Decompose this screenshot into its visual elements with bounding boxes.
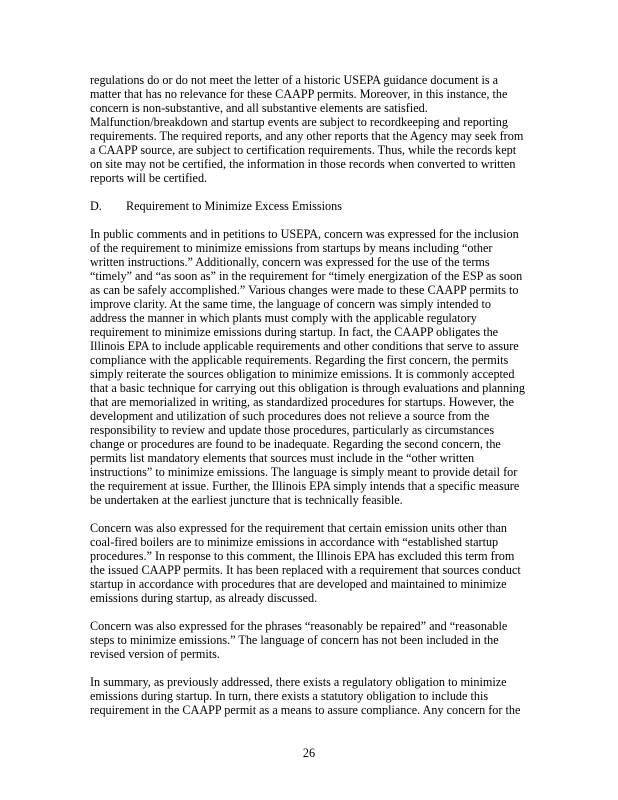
- text-line: on site may not be certified, the information in those records when converted to written: [90, 157, 516, 171]
- text-line: Concern was also expressed for the phrases “reasonably be repaired” and “reasonable: [90, 619, 508, 633]
- text-line: regulations do or do not meet the letter of a historic USEPA guidance document is a: [90, 73, 499, 87]
- text-line: emissions during startup. In turn, there exists a statutory obligation to include this: [90, 689, 489, 703]
- text-line: revised version of permits.: [90, 647, 220, 661]
- section-title: Requirement to Minimize Excess Emissions: [126, 199, 342, 213]
- text-line: emissions during startup, as already discussed.: [90, 591, 318, 605]
- text-line: steps to minimize emissions.” The language of concern has not been included in the: [90, 633, 499, 647]
- text-line: written instructions.” Additionally, concern was expressed for the use of the terms: [90, 255, 490, 269]
- text-line: In public comments and in petitions to USEPA, concern was expressed for the inclusion: [90, 227, 519, 241]
- text-line: coal-fired boilers are to minimize emissions in accordance with “established startup: [90, 535, 499, 549]
- text-line: startup in accordance with procedures that are developed and maintained to minimize: [90, 577, 507, 591]
- text-line: change or procedures are found to be inadequate. Regarding the second concern, the: [90, 437, 501, 451]
- text-line: Illinois EPA to include applicable requirements and other conditions that serve to assure: [90, 339, 519, 353]
- text-line: be undertaken at the earliest juncture that is technically feasible.: [90, 493, 403, 507]
- text-line: instructions” to minimize emissions. The language is simply meant to provide detail for: [90, 465, 518, 479]
- text-line: development and utilization of such procedures does not relieve a source from the: [90, 409, 490, 423]
- text-line: permits list mandatory elements that sources must include in the “other written: [90, 451, 475, 465]
- text-line: the issued CAAPP permits. It has been replaced with a requirement that sources conduct: [90, 563, 521, 577]
- text-line: responsibility to review and update those procedures, particularly as circumstances: [90, 423, 495, 437]
- text-line: simply reiterate the sources obligation to minimize emissions. It is commonly accepted: [90, 367, 515, 381]
- text-line: that are memorialized in writing, as standardized procedures for startups. However, the: [90, 395, 514, 409]
- text-line: requirements. The required reports, and any other reports that the Agency may seek from: [90, 129, 524, 143]
- section-letter: D.: [90, 199, 102, 213]
- text-line: a CAAPP source, are subject to certification requirements. Thus, while the records kept: [90, 143, 517, 157]
- text-line: procedures.” In response to this comment, the Illinois EPA has excluded this term from: [90, 549, 515, 563]
- text-line: improve clarity. At the same time, the language of concern was simply intended to: [90, 297, 491, 311]
- text-line: concern is non-substantive, and all substantive elements are satisfied.: [90, 101, 428, 115]
- text-line: Malfunction/breakdown and startup events are subject to recordkeeping and reporting: [90, 115, 508, 129]
- text-line: compliance with the applicable requirements. Regarding the first concern, the permits: [90, 353, 509, 367]
- text-line: In summary, as previously addressed, there exists a regulatory obligation to minimize: [90, 675, 507, 689]
- text-line: address the manner in which plants must comply with the applicable regulatory: [90, 311, 477, 325]
- page-number: 26: [302, 746, 316, 760]
- text-line: Concern was also expressed for the requirement that certain emission units other than: [90, 521, 507, 535]
- text-line: reports will be certified.: [90, 171, 208, 185]
- text-line: of the requirement to minimize emissions from startups by means including “other: [90, 241, 493, 255]
- text-line: “timely” and “as soon as” in the requirement for “timely energization of the ESP as soon: [90, 269, 523, 283]
- text-line: matter that has no relevance for these CAAPP permits. Moreover, in this instance, the: [90, 87, 508, 101]
- text-line: requirement in the CAAPP permit as a means to assure compliance. Any concern for the: [90, 703, 521, 717]
- text-line: the requirement at issue. Further, the Illinois EPA simply intends that a specific measure: [90, 479, 520, 493]
- text-line: requirement to minimize emissions during startup. In fact, the CAAPP obligates the: [90, 325, 499, 339]
- text-line: that a basic technique for carrying out this obligation is through evaluations and planning: [90, 381, 525, 395]
- text-line: as can be safely accomplished.” Various changes were made to these CAAPP permits to: [90, 283, 519, 297]
